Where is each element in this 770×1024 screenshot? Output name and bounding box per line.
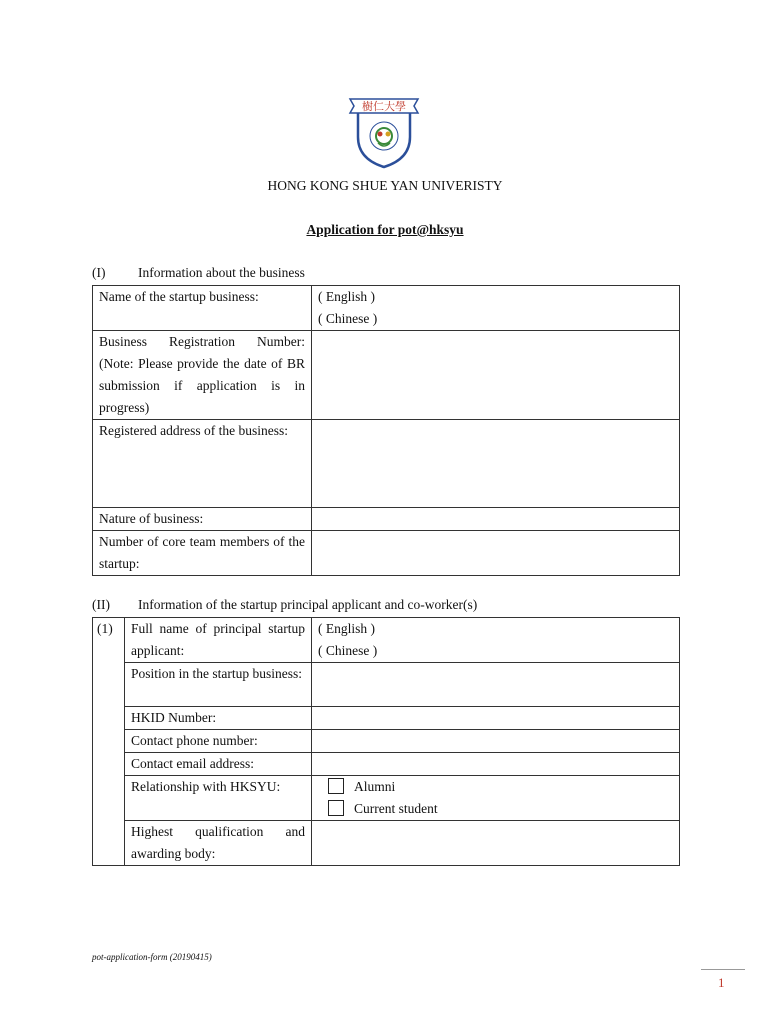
qualification-label: Highest qualification and awarding body:	[125, 821, 312, 866]
nature-field[interactable]	[312, 508, 680, 531]
address-field[interactable]	[312, 420, 680, 508]
startup-name-label: Name of the startup business:	[93, 286, 312, 331]
relationship-options	[312, 776, 680, 821]
current-student-checkbox[interactable]	[328, 800, 344, 816]
university-name: HONG KONG SHUE YAN UNIVERISTY	[267, 178, 503, 193]
form-code: pot-application-form (20190415)	[92, 952, 212, 962]
applicant-index: (1)	[93, 618, 125, 866]
hkid-field[interactable]	[312, 707, 680, 730]
section-1-heading	[92, 265, 305, 281]
section-1-number: (I)	[92, 265, 106, 280]
section-1-title: Information about the business	[138, 265, 305, 280]
english-hint: ( English )	[318, 621, 375, 636]
section-2-number: (II)	[92, 597, 110, 612]
page-number-rule	[701, 969, 745, 970]
qualification-field[interactable]	[312, 821, 680, 866]
alumni-checkbox[interactable]	[328, 778, 344, 794]
relationship-label: Relationship with HKSYU:	[125, 776, 312, 821]
form-title: Application for pot@hksyu	[306, 222, 464, 237]
full-name-field[interactable]	[312, 618, 680, 663]
startup-name-field[interactable]	[312, 286, 680, 331]
team-label: Number of core team members of the startup:	[93, 531, 312, 576]
logo-text: 樹仁大學	[362, 100, 406, 113]
br-number-field[interactable]	[312, 331, 680, 420]
br-number-label: Business Registration Number: (Note: Please provide the date of BR submission if application is in progress)	[93, 331, 312, 420]
position-field[interactable]	[312, 663, 680, 707]
business-info-table	[92, 285, 680, 576]
page-number: 1	[718, 975, 725, 990]
phone-label: Contact phone number:	[125, 730, 312, 753]
alumni-label: Alumni	[354, 779, 396, 794]
full-name-label: Full name of principal startup applicant:	[125, 618, 312, 663]
email-label: Contact email address:	[125, 753, 312, 776]
chinese-hint: ( Chinese )	[318, 643, 378, 658]
address-label: Registered address of the business:	[93, 420, 312, 508]
email-field[interactable]	[312, 753, 680, 776]
chinese-hint: ( Chinese )	[318, 311, 378, 326]
position-label: Position in the startup business:	[125, 663, 312, 707]
hkid-label: HKID Number:	[125, 707, 312, 730]
phone-field[interactable]	[312, 730, 680, 753]
section-2-title: Information of the startup principal applicant and co-worker(s)	[138, 597, 478, 612]
nature-label: Nature of business:	[93, 508, 312, 531]
university-logo	[344, 93, 424, 169]
team-field[interactable]	[312, 531, 680, 576]
english-hint: ( English )	[318, 289, 375, 304]
section-2-heading	[92, 597, 477, 613]
current-student-label: Current student	[354, 801, 438, 816]
applicant-info-table	[92, 617, 680, 866]
